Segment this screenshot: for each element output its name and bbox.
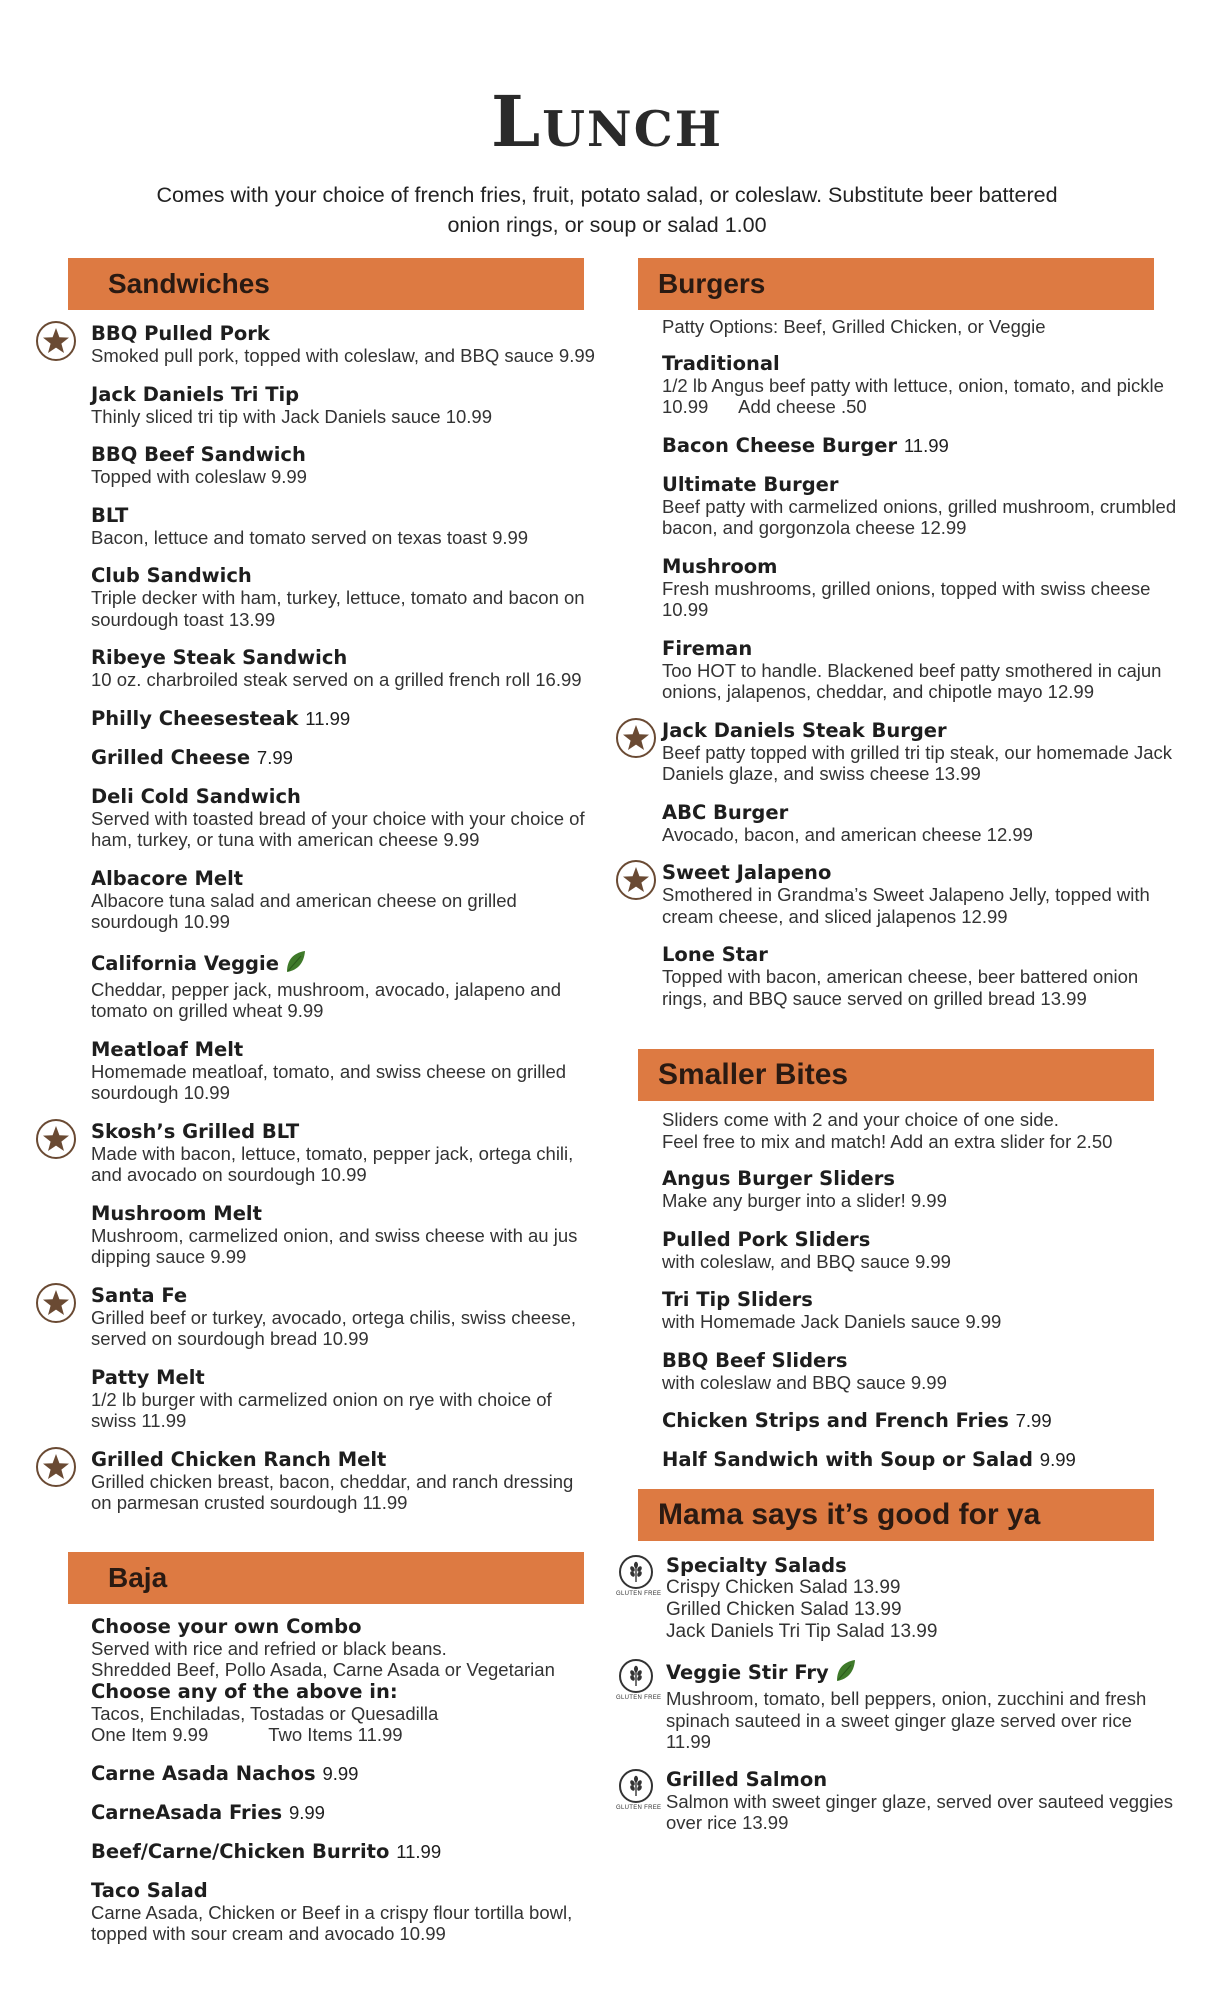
menu-item-bbq-beef-sliders — [638, 1350, 1178, 1394]
item-title — [662, 720, 1178, 742]
item-name: Meatloaf Melt — [91, 1037, 244, 1061]
item-description: Grilled chicken breast, bacon, cheddar, and ranch dressing on parmesan crusted sourdough 11.99 — [91, 1470, 579, 1513]
item-name: Beef/Carne/Chicken Burrito — [91, 1839, 390, 1863]
burgers-list — [638, 351, 1182, 1010]
item-name: ABC Burger — [662, 800, 789, 824]
salad-line-3: Jack Daniels Tri Tip Salad 13.99 — [666, 1621, 938, 1642]
item-title — [91, 1841, 596, 1863]
item-price: 11.99 — [396, 1840, 442, 1862]
veggie-stir-fry — [616, 1659, 1178, 1753]
item-name: Philly Cheesesteak — [91, 706, 299, 730]
item-title — [91, 708, 596, 730]
gluten-free-label: GLUTEN FREE — [616, 1695, 662, 1701]
one-item-price: One Item 9.99 — [91, 1724, 209, 1745]
sandwiches-header: Sandwiches — [68, 258, 584, 310]
item-name: Traditional — [662, 351, 780, 375]
combo-line2: Shredded Beef, Pollo Asada, Carne Asada or Vegetarian — [91, 1659, 555, 1680]
item-title — [91, 1121, 596, 1143]
item-title — [662, 435, 1178, 457]
item-title — [662, 353, 1178, 375]
menu-item-mushroom-melt — [36, 1203, 596, 1268]
choose-line: Tacos, Enchiladas, Tostadas or Quesadilla — [91, 1702, 439, 1724]
item-title — [662, 1410, 1178, 1432]
item-name: Mushroom — [662, 554, 778, 578]
item-title — [91, 1449, 596, 1471]
mama-header: Mama says it’s good for ya — [638, 1489, 1154, 1541]
star-icon — [36, 321, 76, 361]
item-name: Lone Star — [662, 943, 768, 966]
gluten-free-label: GLUTEN FREE — [616, 1591, 662, 1597]
menu-item-fireman — [638, 638, 1178, 703]
item-price: 7.99 — [256, 746, 293, 768]
combo-title: Choose your own Combo — [91, 1614, 362, 1638]
item-description: 1/2 lb Angus beef patty with lettuce, onion, tomato, and pickle 10.99 Add cheese .50 — [662, 374, 1170, 417]
item-description: Mushroom, carmelized onion, and swiss cheese with au jus dipping sauce 9.99 — [91, 1224, 583, 1267]
menu-item-california-veggie — [36, 950, 596, 1022]
item-name: Bacon Cheese Burger — [662, 433, 898, 457]
item-name: Ribeye Steak Sandwich — [91, 646, 348, 669]
stirfry-desc: Mushroom, tomato, bell peppers, onion, zucchini and fresh spinach sauteed in a sweet ginger glaze served over rice 11.99 — [666, 1688, 1147, 1752]
menu-item-deli-cold-sandwich — [36, 786, 596, 851]
menu-item-meatloaf-melt — [36, 1039, 596, 1104]
item-title — [91, 868, 596, 890]
item-name: Ultimate Burger — [662, 472, 839, 496]
item-price: 11.99 — [903, 434, 949, 456]
burgers-header: Burgers — [638, 258, 1154, 310]
item-title — [91, 444, 596, 466]
menu-item-philly-cheesesteak — [36, 708, 596, 730]
item-description: Served with toasted bread of your choice with your choice of ham, turkey, or tuna with american cheese 9.99 — [91, 807, 590, 850]
specialty-salads — [616, 1554, 1178, 1643]
leaf-icon — [285, 950, 307, 979]
wheat-icon — [619, 1555, 653, 1589]
menu-item-albacore-melt — [36, 868, 596, 933]
item-description: Cheddar, pepper jack, mushroom, avocado, jalapeno and tomato on grilled wheat 9.99 — [91, 978, 567, 1021]
item-name: Grilled Cheese — [91, 745, 251, 769]
item-title — [91, 1039, 596, 1061]
smaller-bites-list — [638, 1168, 1178, 1471]
salads-title: Specialty Salads — [666, 1554, 847, 1577]
item-name: BBQ Pulled Pork — [91, 322, 270, 345]
menu-item-carneasada-fries — [36, 1802, 596, 1824]
item-title — [662, 862, 1178, 884]
item-name: BBQ Beef Sandwich — [91, 443, 306, 466]
left-column — [36, 258, 596, 1945]
menu-item-lone-star — [638, 944, 1178, 1009]
baja-header: Baja — [68, 1552, 584, 1604]
item-description: Homemade meatloaf, tomato, and swiss cheese on grilled sourdough 10.99 — [91, 1060, 572, 1103]
item-name: Albacore Melt — [91, 866, 244, 890]
wheat-icon — [619, 1769, 653, 1803]
item-name: Skosh’s Grilled BLT — [91, 1119, 300, 1143]
right-column — [616, 258, 1182, 1834]
gluten-free-badge — [616, 1659, 662, 1701]
item-name: Santa Fe — [91, 1283, 188, 1307]
menu-item-grilled-cheese — [36, 747, 596, 769]
sliders-intro-line2: Feel free to mix and match! Add an extra slider for 2.50 — [662, 1130, 1113, 1152]
gluten-free-badge — [616, 1769, 662, 1811]
item-price: 9.99 — [1039, 1449, 1076, 1470]
item-name: Taco Salad — [91, 1878, 208, 1902]
item-title — [91, 323, 596, 345]
menu-item-pulled-pork-sliders — [638, 1229, 1178, 1273]
menu-item-taco-salad — [36, 1880, 596, 1945]
item-title — [662, 1168, 1178, 1190]
item-description: Carne Asada, Chicken or Beef in a crispy flour tortilla bowl, topped with sour cream and avocado 10.99 — [91, 1901, 578, 1944]
item-title — [91, 1880, 596, 1902]
item-description: Bacon, lettuce and tomato served on texas toast 9.99 — [91, 526, 529, 548]
star-icon — [616, 860, 656, 900]
two-items-price: Two Items 11.99 — [268, 1724, 403, 1745]
salmon-desc: Salmon with sweet ginger glaze, served over sauteed veggies over rice 13.99 — [666, 1790, 1173, 1833]
item-description: Smoked pull pork, topped with coleslaw, and BBQ sauce 9.99 — [91, 345, 595, 366]
stirfry-title: Veggie Stir Fry — [666, 1659, 1178, 1688]
item-description: Thinly sliced tri tip with Jack Daniels sauce 10.99 — [91, 405, 493, 427]
item-description: 10 oz. charbroiled steak served on a grilled french roll 16.99 — [91, 669, 582, 690]
menu-item-ultimate-burger — [638, 472, 1182, 539]
menu-item-ribeye-steak-sandwich — [36, 647, 596, 691]
item-name: Tri Tip Sliders — [662, 1288, 813, 1311]
menu-item-traditional — [638, 353, 1178, 418]
item-title — [91, 1285, 596, 1307]
salad-line-2: Grilled Chicken Salad 13.99 — [666, 1599, 902, 1620]
item-title — [91, 384, 596, 406]
menu-item-blt — [36, 505, 596, 549]
item-title — [662, 638, 1178, 660]
item-name: Fireman — [662, 636, 753, 660]
menu-item-bbq-beef-sandwich — [36, 444, 596, 488]
item-name: Half Sandwich with Soup or Salad — [662, 1448, 1033, 1471]
item-title — [91, 1203, 596, 1225]
leaf-icon — [835, 1659, 857, 1688]
baja-list — [36, 1763, 596, 1945]
menu-item-beef-carne-chicken-burrito — [36, 1841, 596, 1863]
menu-item-mushroom — [638, 556, 1178, 621]
salad-line-1: Crispy Chicken Salad 13.99 — [666, 1577, 901, 1598]
item-name: Grilled Chicken Ranch Melt — [91, 1447, 387, 1471]
item-name: Jack Daniels Tri Tip — [91, 382, 300, 406]
item-title — [662, 1350, 1178, 1372]
sandwiches-list — [36, 323, 596, 1514]
item-title — [91, 786, 596, 808]
patty-options: Patty Options: Beef, Grilled Chicken, or Veggie — [662, 316, 1046, 337]
item-description: Smothered in Grandma’s Sweet Jalapeno Jelly, topped with cream cheese, and sliced jalapenos 12.99 — [662, 884, 1155, 927]
item-title — [662, 1229, 1178, 1251]
item-title — [91, 950, 596, 979]
item-title — [662, 556, 1178, 578]
item-description: with coleslaw, and BBQ sauce 9.99 — [662, 1250, 951, 1272]
star-icon — [36, 1283, 76, 1323]
gluten-free-label: GLUTEN FREE — [616, 1804, 662, 1811]
grilled-salmon — [616, 1767, 1178, 1834]
item-name: Club Sandwich — [91, 564, 252, 587]
item-title — [91, 1367, 596, 1389]
item-name: Jack Daniels Steak Burger — [662, 718, 947, 742]
menu-item-skosh-s-grilled-blt — [36, 1121, 596, 1186]
item-description: Triple decker with ham, turkey, lettuce, tomato and bacon on sourdough toast 13.99 — [91, 587, 590, 630]
item-name: Patty Melt — [91, 1365, 205, 1389]
page-title: Lunch — [490, 80, 724, 163]
item-title — [91, 1763, 596, 1785]
item-price: 11.99 — [305, 707, 351, 729]
star-icon — [616, 718, 656, 758]
sliders-intro-line1: Sliders come with 2 and your choice of one side. — [662, 1109, 1059, 1130]
salmon-title: Grilled Salmon — [666, 1767, 828, 1791]
item-description: Beef patty topped with grilled tri tip steak, our homemade Jack Daniels glaze, and swiss cheese 13.99 — [662, 741, 1178, 784]
menu-item-jack-daniels-tri-tip — [36, 384, 596, 428]
item-title — [662, 1449, 1178, 1471]
item-name: Deli Cold Sandwich — [91, 784, 301, 808]
menu-item-carne-asada-nachos — [36, 1763, 596, 1785]
menu-item-sweet-jalapeno — [638, 862, 1178, 927]
baja-combo — [36, 1616, 596, 1746]
item-description: with Homemade Jack Daniels sauce 9.99 — [662, 1311, 1002, 1332]
item-name: BBQ Beef Sliders — [662, 1348, 848, 1372]
item-description: Topped with coleslaw 9.99 — [91, 466, 307, 487]
item-description: Too HOT to handle. Blackened beef patty smothered in cajun onions, jalapenos, cheddar, and chipotle mayo 12.99 — [662, 659, 1167, 702]
item-description: Topped with bacon, american cheese, beer battered onion rings, and BBQ sauce served on grilled bread 13.99 — [662, 966, 1144, 1009]
item-name: Mushroom Melt — [91, 1201, 262, 1225]
item-description: 1/2 lb burger with carmelized onion on rye with choice of swiss 11.99 — [91, 1388, 557, 1431]
menu-item-jack-daniels-steak-burger — [638, 720, 1178, 785]
item-name: Chicken Strips and French Fries — [662, 1409, 1009, 1432]
menu-item-abc-burger — [638, 802, 1178, 846]
menu-item-bbq-pulled-pork — [36, 323, 596, 367]
page-subtitle: Comes with your choice of french fries, fruit, potato salad, or coleslaw. Substitute beer battered onion rings, or soup or salad 1.00 — [156, 183, 1058, 237]
item-price: 9.99 — [322, 1762, 359, 1784]
item-title — [662, 944, 1178, 966]
star-icon — [36, 1119, 76, 1159]
menu-item-club-sandwich — [36, 565, 596, 630]
item-name: BLT — [91, 503, 129, 527]
item-description: with coleslaw and BBQ sauce 9.99 — [662, 1371, 947, 1393]
item-price: 9.99 — [288, 1801, 325, 1823]
item-description: Albacore tuna salad and american cheese on grilled sourdough 10.99 — [91, 889, 522, 932]
item-title — [91, 747, 596, 769]
wheat-icon — [619, 1659, 653, 1693]
item-name: California Veggie — [91, 951, 279, 975]
menu-item-bacon-cheese-burger — [638, 435, 1178, 457]
item-title — [662, 474, 1178, 496]
menu-item-chicken-strips-and-french-fries — [638, 1410, 1178, 1432]
item-name: Sweet Jalapeno — [662, 861, 832, 884]
item-name: Carne Asada Nachos — [91, 1761, 316, 1785]
menu-item-half-sandwich-with-soup-or-salad — [638, 1449, 1178, 1471]
item-description: Grilled beef or turkey, avocado, ortega chilis, swiss cheese, served on sourdough bread 10.99 — [91, 1306, 582, 1349]
item-name: Pulled Pork Sliders — [662, 1227, 871, 1251]
menu-item-angus-burger-sliders — [638, 1168, 1178, 1212]
item-title — [662, 802, 1178, 824]
choose-title: Choose any of the above in: — [91, 1679, 398, 1703]
smaller-bites-header: Smaller Bites — [638, 1049, 1154, 1101]
item-title — [91, 647, 596, 669]
star-icon — [36, 1447, 76, 1487]
item-price: 7.99 — [1015, 1410, 1052, 1431]
menu-item-tri-tip-sliders — [638, 1289, 1178, 1333]
item-description: Beef patty with carmelized onions, grilled mushroom, crumbled bacon, and gorgonzola cheese 12.99 — [662, 495, 1182, 538]
sliders-intro — [638, 1109, 1178, 1152]
menu-item-patty-melt — [36, 1367, 596, 1432]
combo-prices — [91, 1724, 596, 1746]
gluten-free-badge — [616, 1555, 662, 1597]
item-title — [662, 1289, 1178, 1311]
item-title — [91, 505, 596, 527]
item-description: Avocado, bacon, and american cheese 12.99 — [662, 823, 1033, 845]
item-description: Made with bacon, lettuce, tomato, pepper jack, ortega chili, and avocado on sourdough 10.99 — [91, 1142, 579, 1185]
item-name: CarneAsada Fries — [91, 1800, 283, 1824]
combo-line1: Served with rice and refried or black beans. — [91, 1637, 447, 1659]
item-name: Angus Burger Sliders — [662, 1167, 895, 1190]
menu-item-santa-fe — [36, 1285, 596, 1350]
menu-item-grilled-chicken-ranch-melt — [36, 1449, 596, 1514]
item-title — [91, 1802, 596, 1824]
item-title — [91, 565, 596, 587]
item-description: Fresh mushrooms, grilled onions, topped with swiss cheese 10.99 — [662, 577, 1156, 620]
item-description: Make any burger into a slider! 9.99 — [662, 1190, 947, 1211]
